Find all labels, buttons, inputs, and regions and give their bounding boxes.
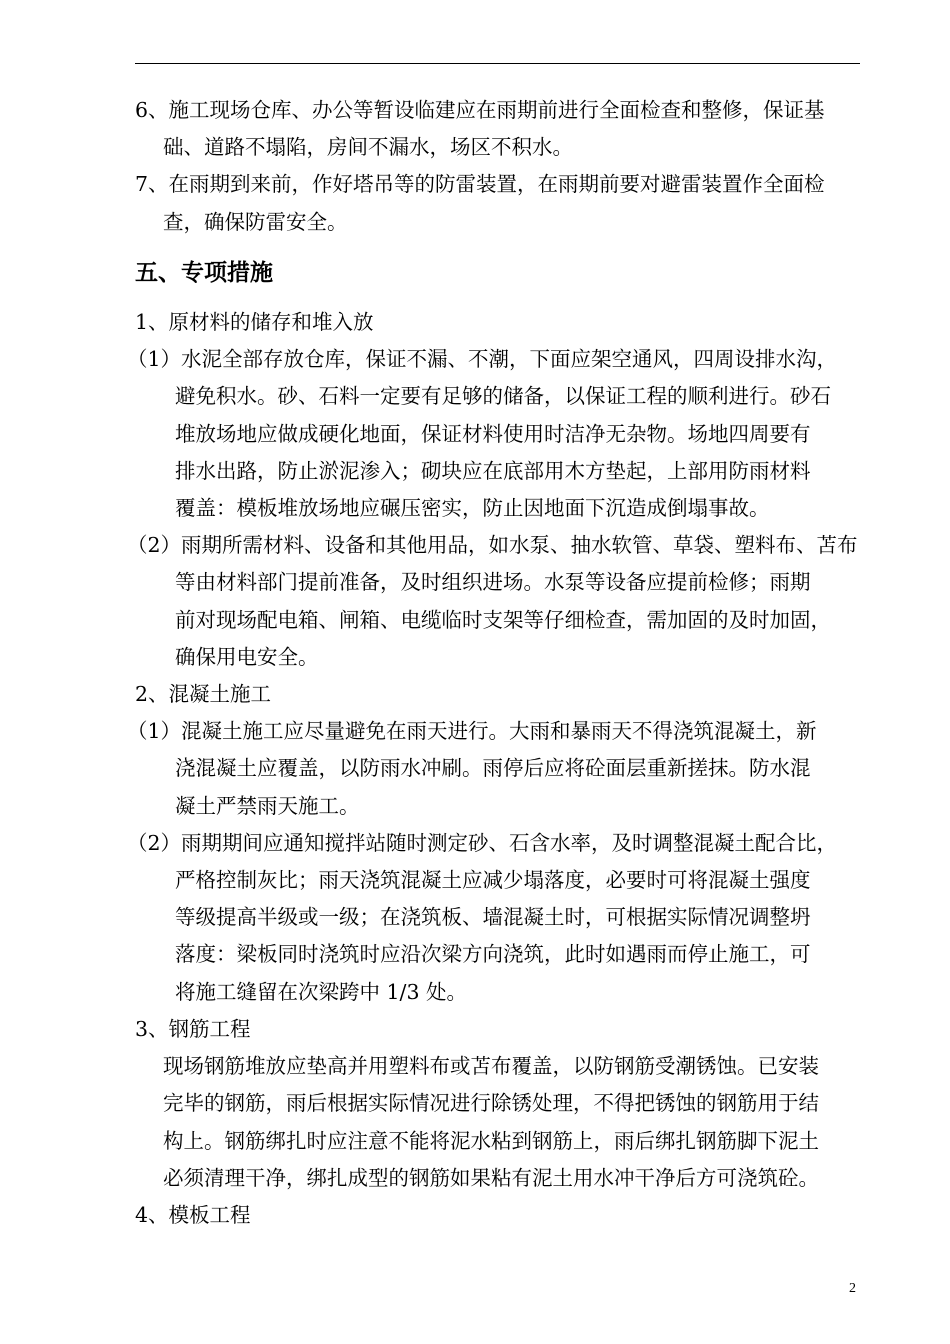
header-rule (135, 63, 860, 64)
text-line: 避免积水。砂、石料一定要有足够的储备，以保证工程的顺利进行。砂石 (175, 384, 831, 409)
text-line: 凝土严禁雨天施工。 (175, 793, 360, 818)
text-line: 等由材料部门提前准备，及时组织进场。水泵等设备应提前检修；雨期 (175, 570, 811, 595)
subsection-title: 3、钢筋工程 (135, 1017, 251, 1041)
text-line: 查，确保防雷安全。 (163, 209, 348, 234)
text-line: （1）混凝土施工应尽量避免在雨天进行。大雨和暴雨天不得浇筑混凝土，新 (127, 719, 817, 744)
text-line: （2）雨期所需材料、设备和其他用品，如水泵、抽水软管、草袋、塑料布、苫布 (127, 533, 858, 558)
text-line: 确保用电安全。 (175, 644, 319, 669)
text-line: 严格控制灰比；雨天浇筑混凝土应减少塌落度，必要时可将混凝土强度 (175, 867, 811, 892)
text-line: 排水出路，防止淤泥渗入；砌块应在底部用木方垫起，上部用防雨材料 (175, 458, 811, 483)
text-line: 构上。钢筋绑扎时应注意不能将泥水粘到钢筋上，雨后绑扎钢筋脚下泥土 (163, 1128, 819, 1153)
section-1 (127, 304, 860, 676)
text-line: 6、施工现场仓库、办公等暂设临建应在雨期前进行全面检查和整修，保证基 (135, 98, 825, 122)
subsection-title: 2、混凝土施工 (135, 682, 272, 706)
text-line: 浇混凝土应覆盖，以防雨水冲刷。雨停后应将砼面层重新搓抹。防水混 (175, 756, 811, 781)
text-line: 7、在雨期到来前，作好塔吊等的防雷装置，在雨期前要对避雷装置作全面检 (135, 172, 825, 197)
intro-items (135, 92, 860, 241)
page-number: 2 (849, 1281, 856, 1296)
text-line: 现场钢筋堆放应垫高并用塑料布或苫布覆盖，以防钢筋受潮锈蚀。已安装 (163, 1054, 819, 1079)
section-heading: 五、专项措施 (135, 260, 273, 286)
section-3 (135, 1011, 860, 1234)
text-line: 础、道路不塌陷，房间不漏水，场区不积水。 (163, 135, 573, 160)
text-line: 完毕的钢筋，雨后根据实际情况进行除锈处理，不得把锈蚀的钢筋用于结 (163, 1091, 819, 1116)
text-line: 前对现场配电箱、闸箱、电缆临时支架等仔细检查，需加固的及时加固， (175, 607, 831, 632)
text-line: 等级提高半级或一级；在浇筑板、墙混凝土时，可根据实际情况调整坍 (175, 905, 811, 930)
text-line: （1）水泥全部存放仓库，保证不漏、不潮，下面应架空通风，四周设排水沟， (127, 347, 838, 372)
text-line: 落度：梁板同时浇筑时应沿次梁方向浇筑，此时如遇雨而停止施工，可 (175, 942, 811, 967)
text-line: 覆盖：模板堆放场地应碾压密实，防止因地面下沉造成倒塌事故。 (175, 495, 770, 520)
text-line: 必须清理干净，绑扎成型的钢筋如果粘有泥土用水冲干净后方可浇筑砼。 (163, 1165, 819, 1190)
section-2 (127, 676, 860, 1011)
text-line: 将施工缝留在次梁跨中 1/3 处。 (175, 979, 468, 1004)
subsection-title: 1、原材料的储存和堆入放 (135, 310, 374, 334)
text-line: （2）雨期期间应通知搅拌站随时测定砂、石含水率，及时调整混凝土配合比， (127, 830, 838, 855)
text-line: 堆放场地应做成硬化地面，保证材料使用时洁净无杂物。场地四周要有 (175, 421, 811, 446)
subsection-title: 4、模板工程 (135, 1202, 251, 1227)
